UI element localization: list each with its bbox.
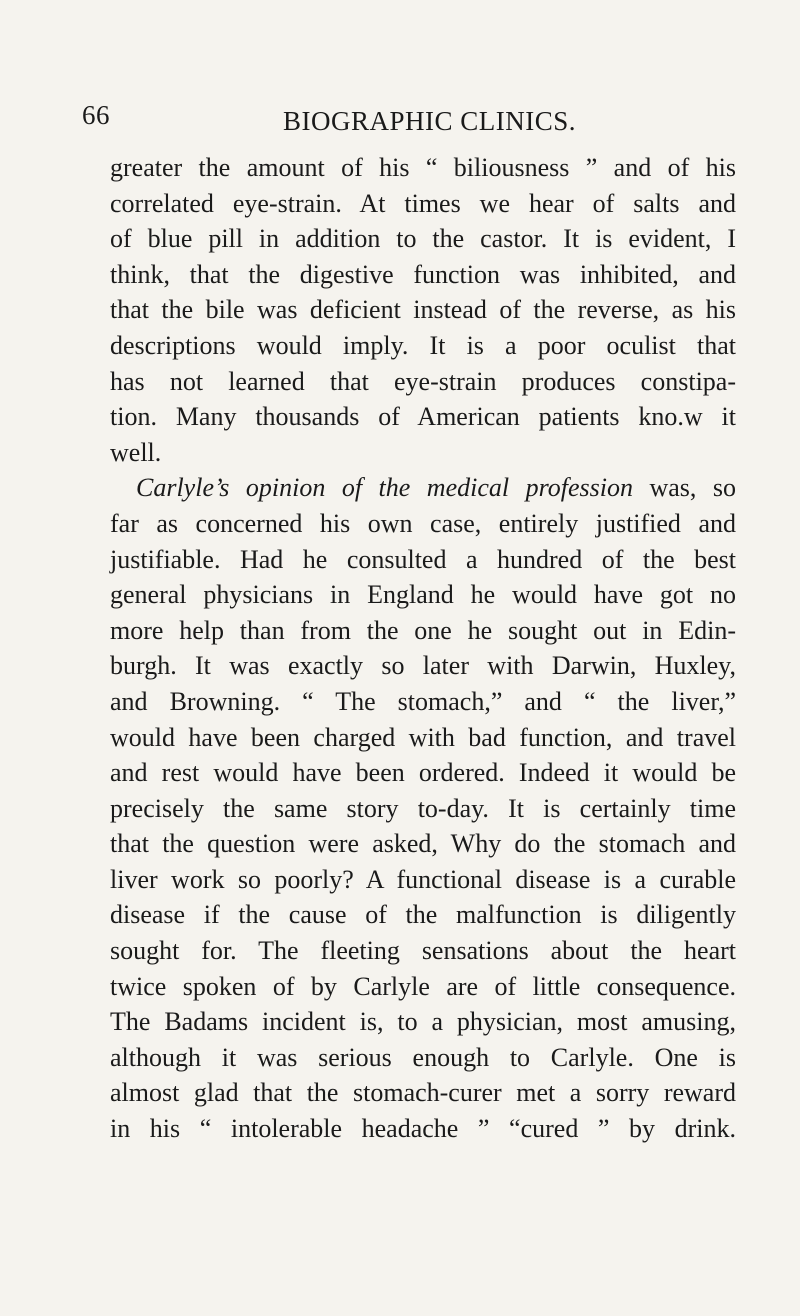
text-line: of blue pill in addition to the castor. It is evident, I	[110, 224, 736, 254]
italic-lead: Carlyle’s opinion of the medical profession	[136, 473, 633, 503]
text-line: has not learned that eye-strain produces constipa-	[110, 366, 736, 396]
text-line: far as concerned his own case, entirely justified and	[110, 508, 736, 538]
text-line: twice spoken of by Carlyle are of little consequence.	[110, 971, 736, 1001]
text-line: sought for. The fleeting sensations about the heart	[110, 936, 736, 966]
text-line: that the question were asked, Why do the stomach and	[110, 829, 736, 859]
text-line: well.	[110, 437, 162, 467]
text-line: in his “ intolerable headache ” “cured ” by drink.	[110, 1114, 736, 1144]
text-line: that the bile was deficient instead of the reverse, as his	[110, 295, 736, 325]
text-line: correlated eye-strain. At times we hear of salts and	[110, 188, 736, 218]
first-line-rest: was, so	[632, 473, 736, 503]
text-line: burgh. It was exactly so later with Darwin, Huxley,	[110, 651, 736, 681]
text-line: think, that the digestive function was inhibited, and	[110, 259, 736, 289]
text-line: liver work so poorly? A functional disease is a curable	[110, 864, 736, 894]
text-line: would have been charged with bad function, and travel	[110, 722, 736, 752]
text-line: The Badams incident is, to a physician, most amusing,	[110, 1007, 736, 1037]
page-number: 66	[82, 100, 110, 130]
text-line: although it was serious enough to Carlyle. One is	[110, 1042, 736, 1072]
text-line: greater the amount of his “ biliousness ” and of his	[110, 153, 736, 182]
text-line: general physicians in England he would have got no	[110, 580, 736, 610]
text-line: disease if the cause of the malfunction is diligently	[110, 900, 736, 930]
text-line: precisely the same story to-day. It is certainly time	[110, 793, 736, 823]
running-head	[0, 100, 800, 140]
text-line: and Browning. “ The stomach,” and “ the liver,”	[110, 686, 736, 716]
text-line: justifiable. Had he consulted a hundred of the best	[110, 544, 736, 574]
body-text	[110, 150, 736, 1147]
text-line: more help than from the one he sought out in Edin-	[110, 615, 736, 645]
text-line: descriptions would imply. It is a poor oculist that	[110, 330, 736, 360]
running-title: BIOGRAPHIC CLINICS.	[283, 106, 577, 136]
paragraph-first-line	[110, 470, 736, 506]
text-line: tion. Many thousands of American patients kno.w it	[110, 402, 736, 432]
text-line: almost glad that the stomach-curer met a sorry reward	[110, 1078, 736, 1108]
text-line: and rest would have been ordered. Indeed it would be	[110, 758, 736, 788]
